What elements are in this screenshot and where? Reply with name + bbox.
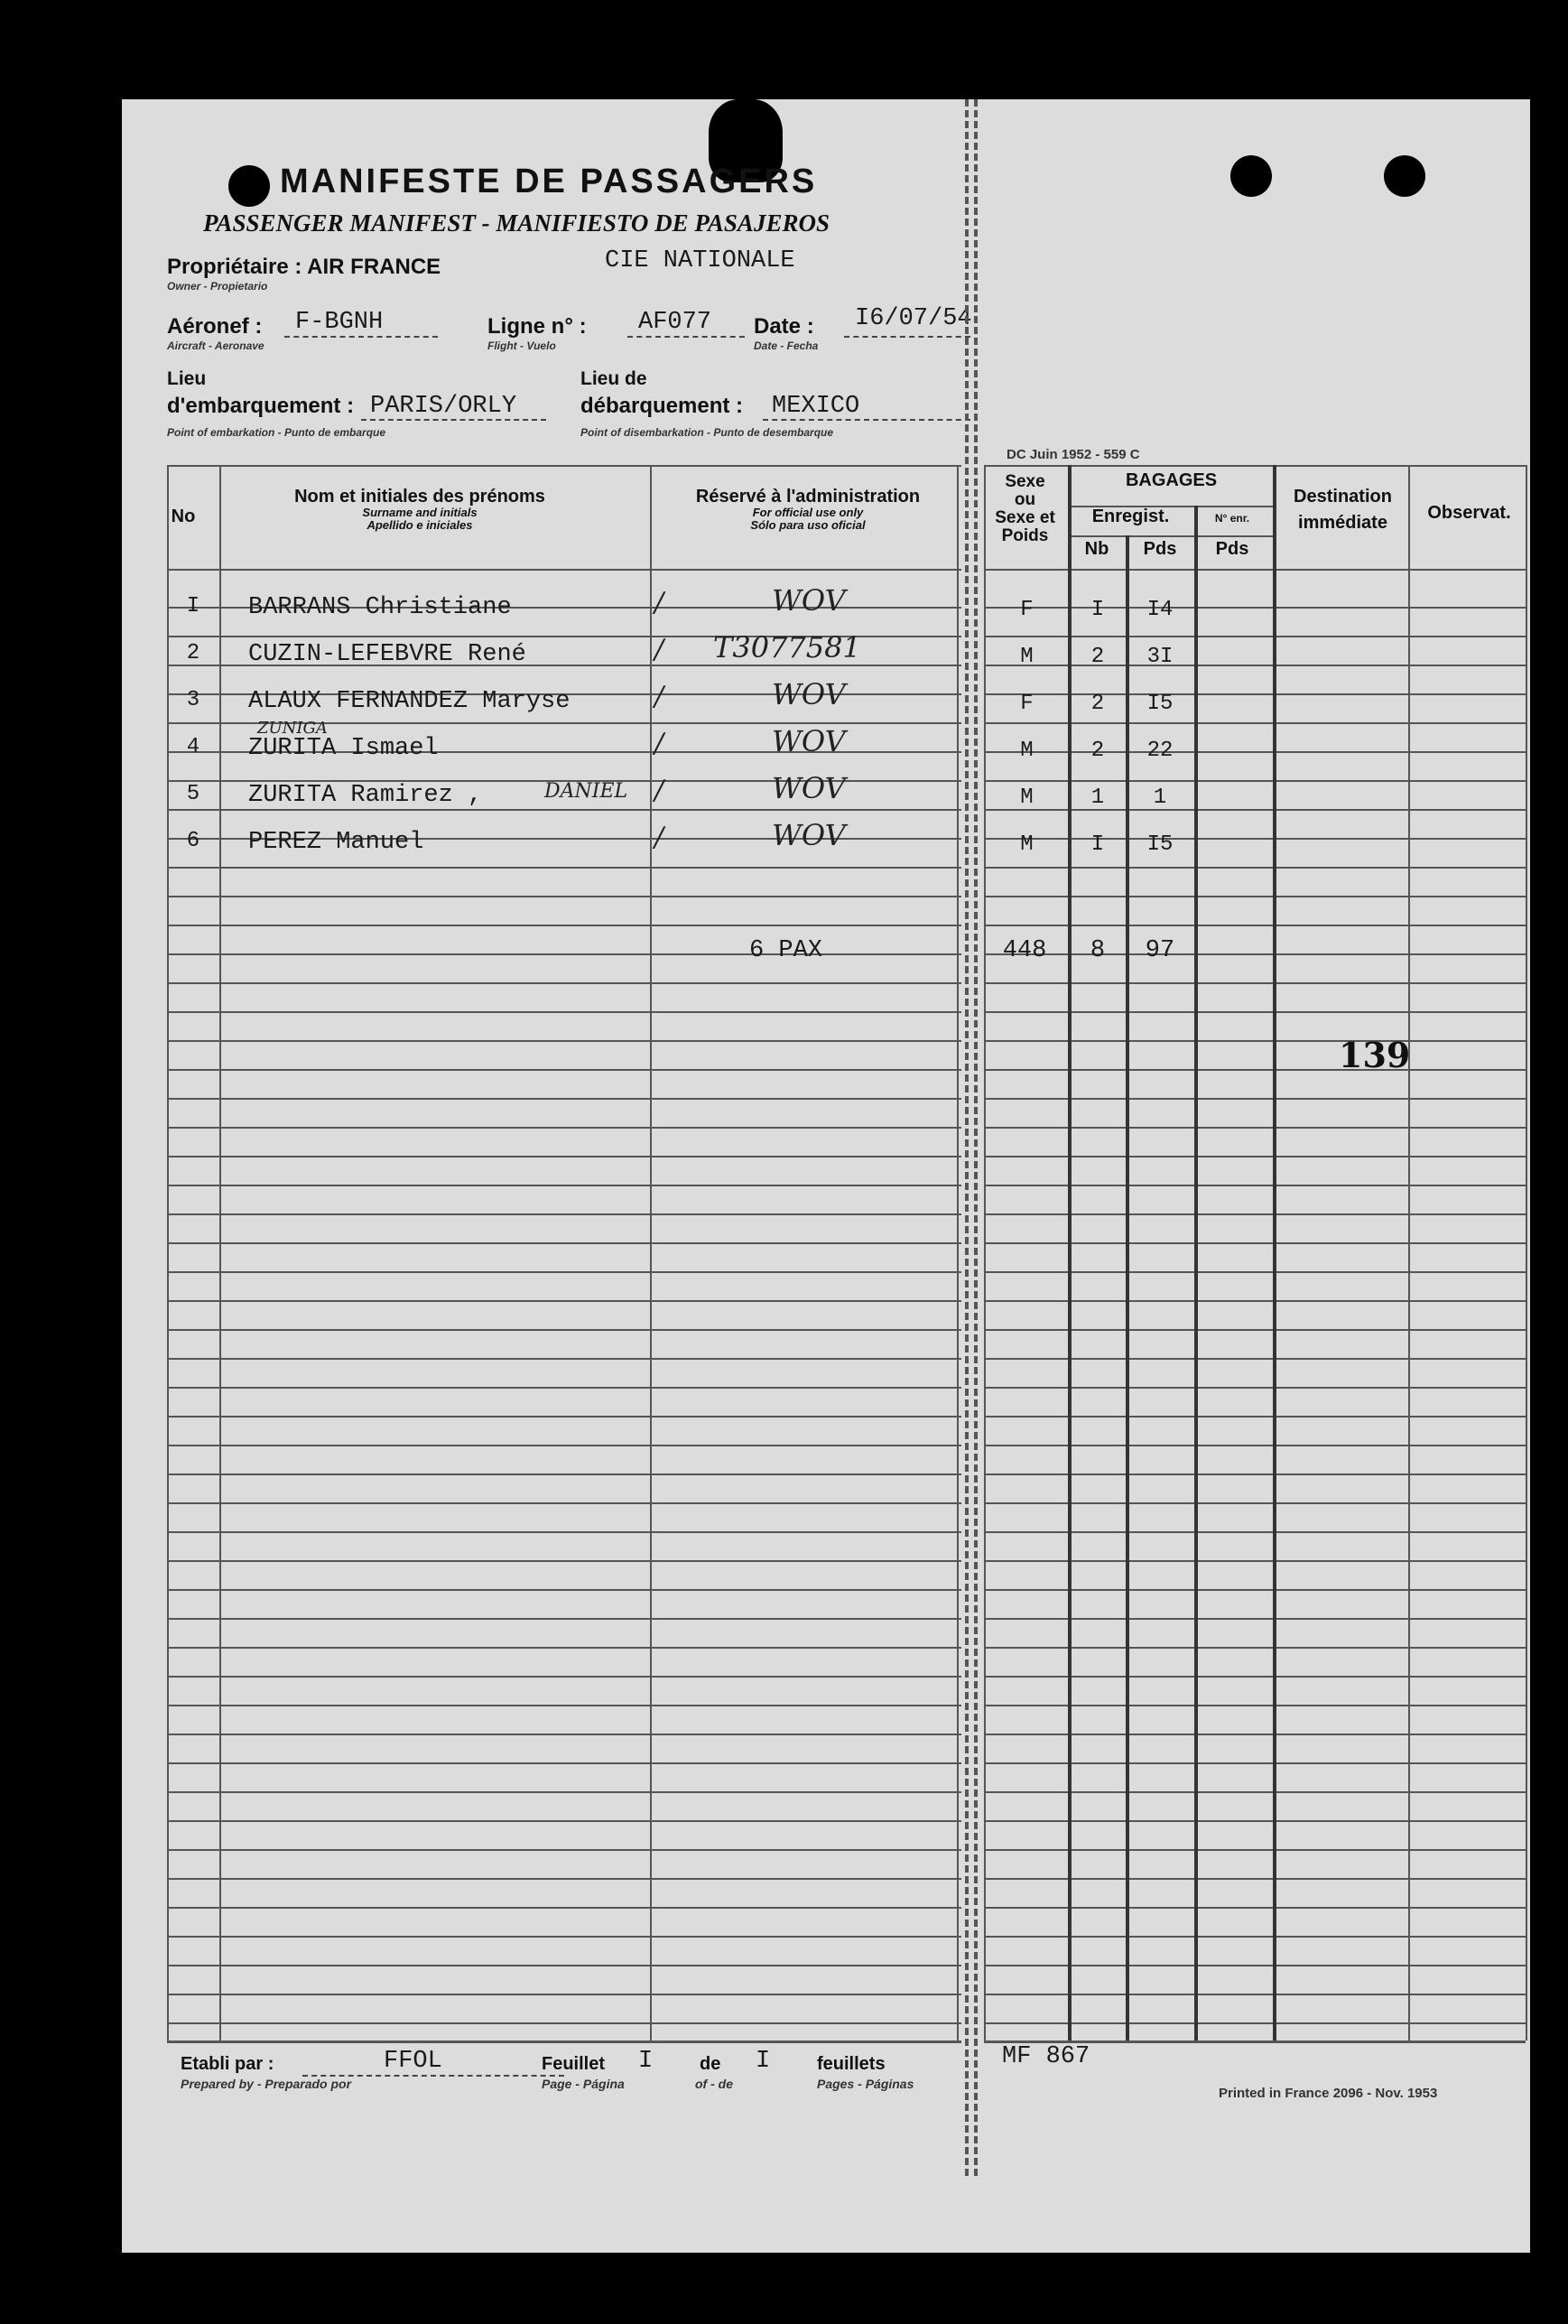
- row-line: [984, 1358, 1526, 1360]
- col-header-sex: [987, 473, 1063, 545]
- row-line: [984, 1271, 1526, 1273]
- flight-sub: Flight - Vuelo: [487, 339, 556, 352]
- admin-code: WOV: [772, 818, 846, 852]
- col-header-no: No: [171, 507, 196, 526]
- row-line: [167, 1907, 961, 1909]
- row-line: [984, 1300, 1526, 1302]
- of-sub: of - de: [695, 2077, 733, 2091]
- passenger-sex: M: [1020, 786, 1034, 810]
- baggage-count: 2: [1090, 692, 1105, 716]
- row-line: [984, 1618, 1526, 1620]
- column-divider: [219, 465, 221, 2040]
- row-line: [167, 1647, 961, 1649]
- aircraft-sub: Aircraft - Aeronave: [167, 339, 264, 352]
- row-line: [167, 1994, 961, 1995]
- row-number: 3: [186, 688, 200, 712]
- col-header-sex-3: Sexe et: [995, 507, 1055, 527]
- row-line: [984, 1589, 1526, 1591]
- col-header-noreg: N° enr.: [1214, 512, 1250, 525]
- flight-label: Ligne n° :: [487, 314, 587, 339]
- row-line: [984, 1213, 1526, 1215]
- admin-checkmark: /: [654, 728, 664, 759]
- row-line: [984, 780, 1526, 782]
- row-line: [984, 1734, 1526, 1735]
- table-top-line-right: [984, 465, 1526, 467]
- passenger-name: CUZIN-LEFEBVRE René: [248, 641, 526, 668]
- punch-hole-right-1: [1230, 155, 1272, 197]
- stamp-number: 139: [1339, 1035, 1411, 1075]
- of-value: I: [756, 2048, 771, 2075]
- of-label: de: [700, 2054, 721, 2074]
- column-divider: [650, 465, 652, 2040]
- row-line: [167, 1098, 961, 1100]
- column-divider: [1408, 465, 1410, 2040]
- row-line: [167, 1069, 961, 1071]
- col-header-admin-sub1: For official use only: [752, 506, 864, 519]
- disembark-sub: Point of disembarkation - Punto de desembarque: [580, 426, 834, 439]
- row-line: [984, 1387, 1526, 1389]
- row-line: [984, 2022, 1526, 2024]
- punch-hole-right-2: [1384, 155, 1425, 197]
- row-line: [167, 982, 961, 984]
- baggage-weight: 1: [1153, 786, 1167, 810]
- admin-code: WOV: [772, 724, 846, 758]
- passenger-name: BARRANS Christiane: [248, 594, 512, 621]
- embark-label-1: Lieu: [167, 368, 207, 389]
- disembark-value: MEXICO: [772, 393, 860, 420]
- passenger-sex: M: [1020, 832, 1034, 857]
- form-reference: DC Juin 1952 - 559 C: [1007, 447, 1140, 462]
- row-line: [984, 1502, 1526, 1504]
- row-line: [984, 838, 1526, 840]
- flight-value: AF077: [638, 309, 712, 336]
- passenger-name: ZURITA Ismael: [248, 735, 439, 762]
- disembark-label-2: débarquement :: [580, 394, 744, 418]
- row-line: [984, 925, 1526, 926]
- passenger-name: ALAUX FERNANDEZ Maryse: [248, 688, 571, 715]
- row-line: [167, 1878, 961, 1880]
- row-line: [167, 1531, 961, 1533]
- row-number: 4: [186, 735, 200, 759]
- row-line: [167, 1936, 961, 1938]
- pages-sub: Pages - Páginas: [817, 2077, 914, 2091]
- col-header-sex-2: ou: [1014, 489, 1036, 509]
- row-line: [984, 1705, 1526, 1706]
- sheet-value: I: [638, 2048, 654, 2075]
- row-line: [167, 1300, 961, 1302]
- ref-code: MF 867: [1002, 2043, 1090, 2070]
- row-line: [167, 1242, 961, 1244]
- col-header-destination-2: immédiate: [1298, 513, 1387, 533]
- admin-code: T3077581: [713, 630, 861, 665]
- row-line: [984, 1329, 1526, 1331]
- row-line: [167, 1473, 961, 1475]
- row-line: [984, 1907, 1526, 1909]
- prepared-sub: Prepared by - Preparado por: [181, 2077, 352, 2091]
- row-line: [984, 1820, 1526, 1822]
- row-line: [167, 1271, 961, 1273]
- row-line: [984, 693, 1526, 695]
- admin-checkmark: /: [654, 634, 664, 665]
- col-header-registered: Enregist.: [1091, 507, 1170, 526]
- table-bottom-line-left: [167, 2040, 961, 2043]
- header-bottom-line-left: [167, 569, 961, 571]
- total-pax: 6 PAX: [749, 937, 823, 964]
- row-line: [167, 1791, 961, 1793]
- perforation-right: [974, 99, 978, 2176]
- col-header-pds: Pds: [1143, 539, 1177, 559]
- row-line: [167, 1011, 961, 1013]
- row-line: [167, 1213, 961, 1215]
- total-pds: 97: [1145, 937, 1175, 964]
- prepared-value: FFOL: [384, 2048, 442, 2075]
- row-line: [984, 751, 1526, 753]
- col-header-pds2: Pds: [1215, 539, 1249, 559]
- column-divider: [984, 465, 986, 2040]
- baggage-count: 2: [1090, 739, 1105, 763]
- row-line: [167, 1560, 961, 1562]
- row-line: [167, 1589, 961, 1591]
- admin-code: WOV: [772, 771, 846, 805]
- row-line: [167, 1705, 961, 1706]
- row-line: [984, 1011, 1526, 1013]
- row-line: [167, 1358, 961, 1360]
- row-line: [984, 982, 1526, 984]
- baggage-weight: I4: [1146, 598, 1174, 622]
- col-header-name-sub1: Surname and initials: [362, 506, 478, 519]
- row-line: [984, 953, 1526, 955]
- passenger-name: PEREZ Manuel: [248, 829, 424, 856]
- owner-value: CIE NATIONALE: [605, 247, 795, 274]
- row-line: [984, 1040, 1526, 1042]
- row-line: [167, 896, 961, 897]
- admin-checkmark: /: [654, 822, 664, 853]
- row-line: [984, 1647, 1526, 1649]
- passenger-name-annotation: DANIEL: [544, 780, 628, 803]
- form-subtitle: PASSENGER MANIFEST - MANIFIESTO DE PASAJEROS: [203, 209, 830, 237]
- row-line: [167, 1965, 961, 1966]
- col-header-baggage: BAGAGES: [1125, 470, 1218, 490]
- col-header-sex-1: Sexe: [1005, 472, 1045, 491]
- row-line: [984, 1878, 1526, 1880]
- row-line: [984, 607, 1526, 609]
- date-label: Date :: [754, 314, 814, 339]
- row-line: [984, 1936, 1526, 1938]
- row-line: [167, 1040, 961, 1042]
- row-line: [167, 1416, 961, 1418]
- row-line: [167, 1185, 961, 1186]
- row-line: [167, 2022, 961, 2024]
- embark-sub: Point of embarkation - Punto de embarque: [167, 426, 386, 439]
- owner-sub: Owner - Propietario: [167, 280, 268, 293]
- passenger-name-annotation: ZUNIGA: [257, 719, 328, 738]
- row-line: [984, 1849, 1526, 1851]
- row-line: [984, 1242, 1526, 1244]
- date-value: I6/07/54: [855, 305, 972, 332]
- admin-code: WOV: [772, 583, 846, 618]
- row-line: [984, 1127, 1526, 1129]
- row-line: [167, 1618, 961, 1620]
- col-header-name-label: Nom et initiales des prénoms: [294, 487, 545, 507]
- row-line: [984, 1185, 1526, 1186]
- page-sub: Page - Página: [542, 2077, 625, 2091]
- embark-label-2: d'embarquement :: [167, 394, 355, 418]
- disembark-label-1: Lieu de: [580, 368, 647, 389]
- sheets-label: feuillets: [817, 2054, 886, 2074]
- date-sub: Date - Fecha: [754, 339, 819, 352]
- baggage-count: 1: [1090, 786, 1105, 810]
- form-title: MANIFESTE DE PASSAGERS: [280, 163, 818, 200]
- row-line: [167, 1387, 961, 1389]
- row-line: [167, 1849, 961, 1851]
- admin-checkmark: /: [654, 587, 664, 618]
- row-number: I: [186, 594, 200, 618]
- passenger-sex: F: [1020, 598, 1034, 622]
- row-line: [984, 1098, 1526, 1100]
- row-line: [984, 1531, 1526, 1533]
- column-divider: [1194, 506, 1198, 2040]
- passenger-sex: M: [1020, 645, 1034, 669]
- manifest-sheet: [122, 99, 1530, 2253]
- col-header-name: [212, 488, 627, 531]
- row-line: [167, 1734, 961, 1735]
- row-line: [984, 1762, 1526, 1764]
- row-line: [167, 925, 961, 926]
- total-weight: 448: [1002, 937, 1047, 964]
- col-header-observ: Observat.: [1427, 503, 1511, 523]
- baggage-count: I: [1090, 832, 1105, 857]
- passenger-sex: F: [1020, 692, 1034, 716]
- row-line: [984, 1994, 1526, 1995]
- row-line: [984, 867, 1526, 869]
- row-line: [984, 1445, 1526, 1446]
- row-line: [167, 1820, 961, 1822]
- sheet-label: Feuillet: [542, 2054, 606, 2074]
- baggage-weight: 22: [1146, 739, 1174, 763]
- column-divider: [957, 465, 959, 2040]
- row-line: [984, 896, 1526, 897]
- table-top-line-left: [167, 465, 961, 467]
- col-header-sex-4: Poids: [1001, 525, 1049, 545]
- row-line: [984, 665, 1526, 666]
- owner-label: Propriétaire : AIR FRANCE: [167, 255, 441, 279]
- col-header-admin-sub2: Sólo para uso oficial: [750, 517, 866, 532]
- row-number: 6: [186, 829, 200, 853]
- row-line: [167, 1156, 961, 1157]
- total-nb: 8: [1090, 937, 1106, 964]
- col-header-destination-1: Destination: [1294, 487, 1392, 507]
- row-line: [167, 809, 961, 811]
- row-line: [984, 1560, 1526, 1562]
- prepared-label: Etabli par :: [181, 2054, 274, 2074]
- baggage-count: I: [1090, 598, 1105, 622]
- row-line: [984, 722, 1526, 724]
- printed-info: Printed in France 2096 - Nov. 1953: [1219, 2086, 1438, 2101]
- admin-checkmark: /: [654, 775, 664, 806]
- row-number: 2: [186, 641, 200, 665]
- row-line: [167, 1329, 961, 1331]
- aircraft-value: F-BGNH: [295, 309, 384, 336]
- admin-checkmark: /: [654, 681, 664, 712]
- row-line: [167, 953, 961, 955]
- col-header-nb: Nb: [1084, 539, 1109, 559]
- row-line: [984, 1069, 1526, 1071]
- row-line: [984, 1416, 1526, 1418]
- column-divider: [1273, 465, 1276, 2040]
- baggage-count: 2: [1090, 645, 1105, 669]
- passenger-sex: M: [1020, 739, 1034, 763]
- row-line: [984, 636, 1526, 637]
- perforation-left: [965, 99, 969, 2176]
- row-line: [167, 1445, 961, 1446]
- row-line: [984, 809, 1526, 811]
- baggage-weight: 3I: [1146, 645, 1174, 669]
- header-bottom-line-right: [984, 569, 1526, 571]
- row-line: [984, 1676, 1526, 1678]
- column-divider: [1526, 465, 1527, 2040]
- row-line: [167, 867, 961, 869]
- row-line: [984, 1156, 1526, 1157]
- row-line: [167, 1127, 961, 1129]
- row-line: [167, 1676, 961, 1678]
- col-header-admin: [654, 488, 961, 531]
- embark-value: PARIS/ORLY: [370, 393, 517, 420]
- col-header-name-sub2: Apellido e iniciales: [366, 517, 473, 532]
- row-line: [984, 1473, 1526, 1475]
- row-line: [984, 1791, 1526, 1793]
- baggage-weight: I5: [1146, 692, 1174, 716]
- row-line: [167, 1502, 961, 1504]
- baggage-weight: I5: [1146, 832, 1174, 857]
- row-line: [984, 1965, 1526, 1966]
- col-header-destination: [1277, 488, 1408, 533]
- row-line: [167, 1762, 961, 1764]
- passenger-name: ZURITA Ramirez ,: [248, 782, 483, 809]
- punch-hole-left: [228, 165, 270, 207]
- admin-code: WOV: [772, 677, 846, 711]
- col-header-admin-label: Réservé à l'administration: [695, 487, 921, 507]
- row-number: 5: [186, 782, 200, 806]
- registered-sub-line: [1070, 535, 1273, 537]
- aircraft-label: Aéronef :: [167, 314, 263, 339]
